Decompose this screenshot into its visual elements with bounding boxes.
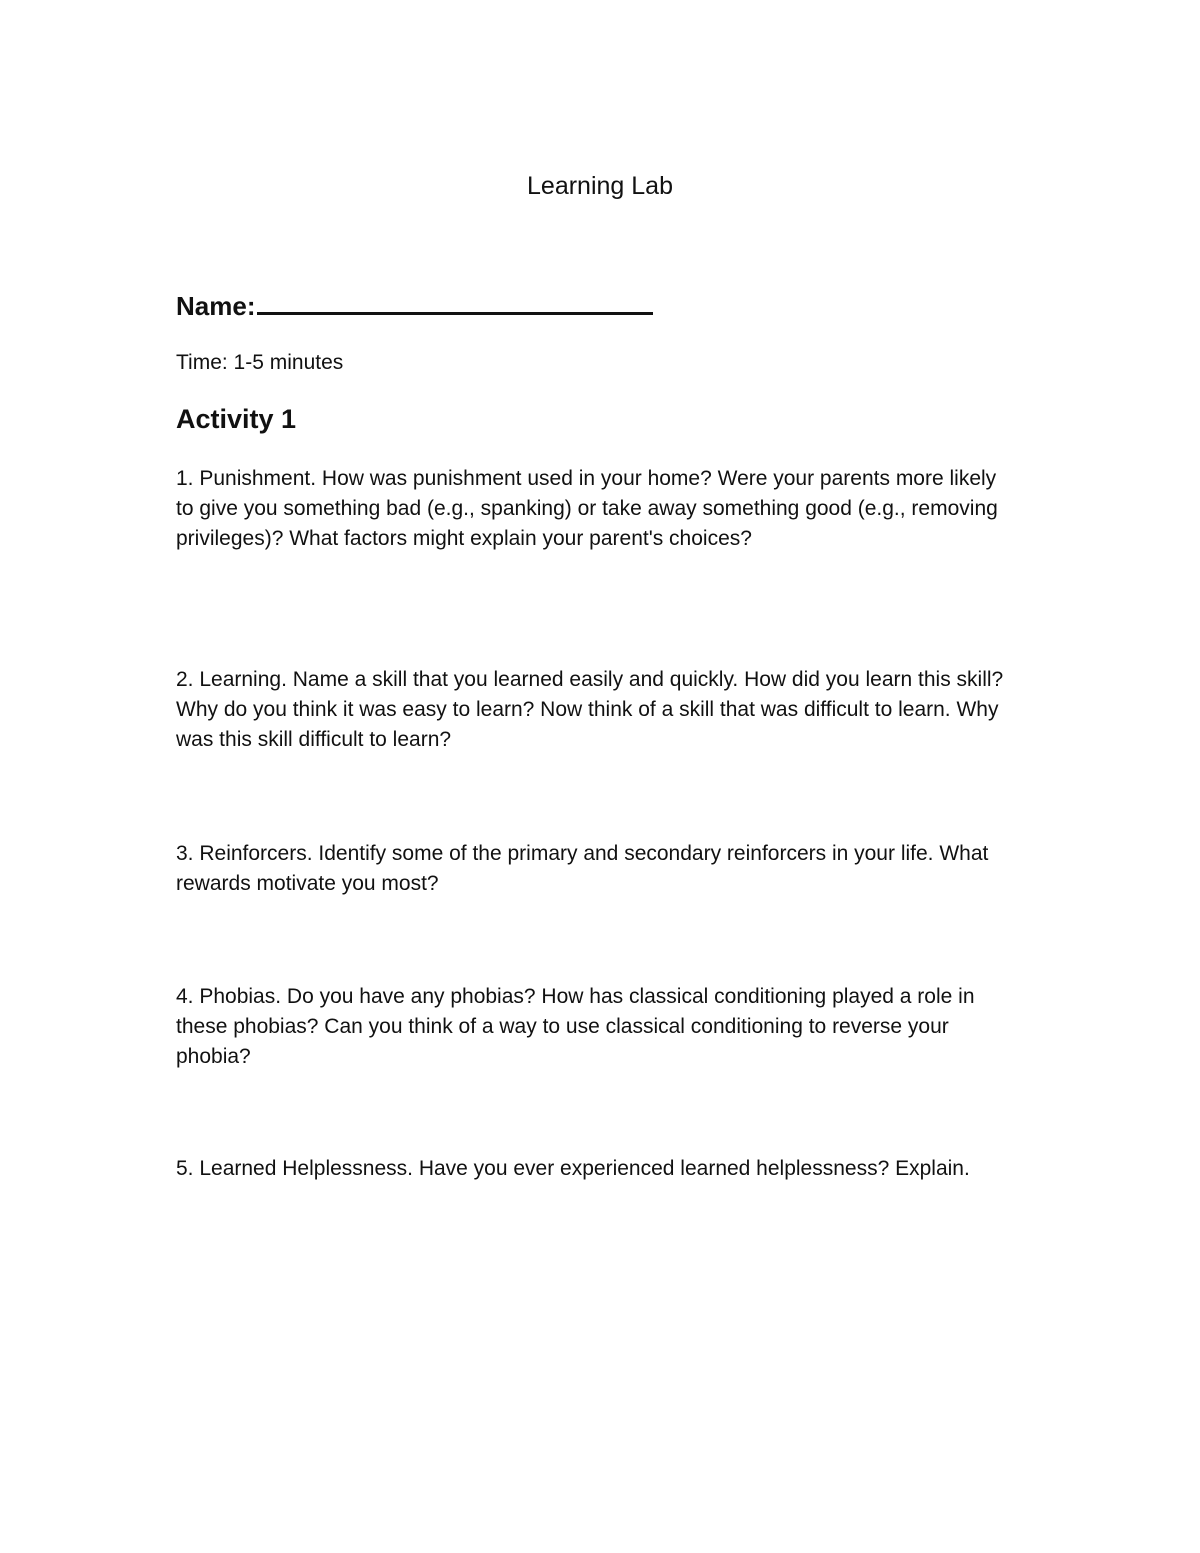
name-blank-line xyxy=(257,284,653,315)
name-field xyxy=(176,284,653,323)
question-2: 2. Learning. Name a skill that you learned easily and quickly. How did you learn this skill? Why do you think it was easy to learn? Now think of a skill that was difficult to learn. Why was this skill difficult to learn? xyxy=(176,668,1004,751)
name-label: Name: xyxy=(176,291,256,321)
section-heading: Activity 1 xyxy=(176,404,297,434)
question-3: 3. Reinforcers. Identify some of the primary and secondary reinforcers in your life. What rewards motivate you most? xyxy=(176,842,989,895)
question-5: 5. Learned Helplessness. Have you ever experienced learned helplessness? Explain. xyxy=(176,1157,970,1180)
question-4: 4. Phobias. Do you have any phobias? How has classical conditioning played a role in these phobias? Can you think of a way to use classical conditioning to reverse your phobia? xyxy=(176,985,975,1068)
time-text: Time: 1-5 minutes xyxy=(176,351,344,374)
document-title: Learning Lab xyxy=(527,172,673,200)
question-1: 1. Punishment. How was punishment used in your home? Were your parents more likely to give you something bad (e.g., spanking) or take away something good (e.g., removing privileges)? What factors might explain your parent's choices? xyxy=(176,467,998,550)
